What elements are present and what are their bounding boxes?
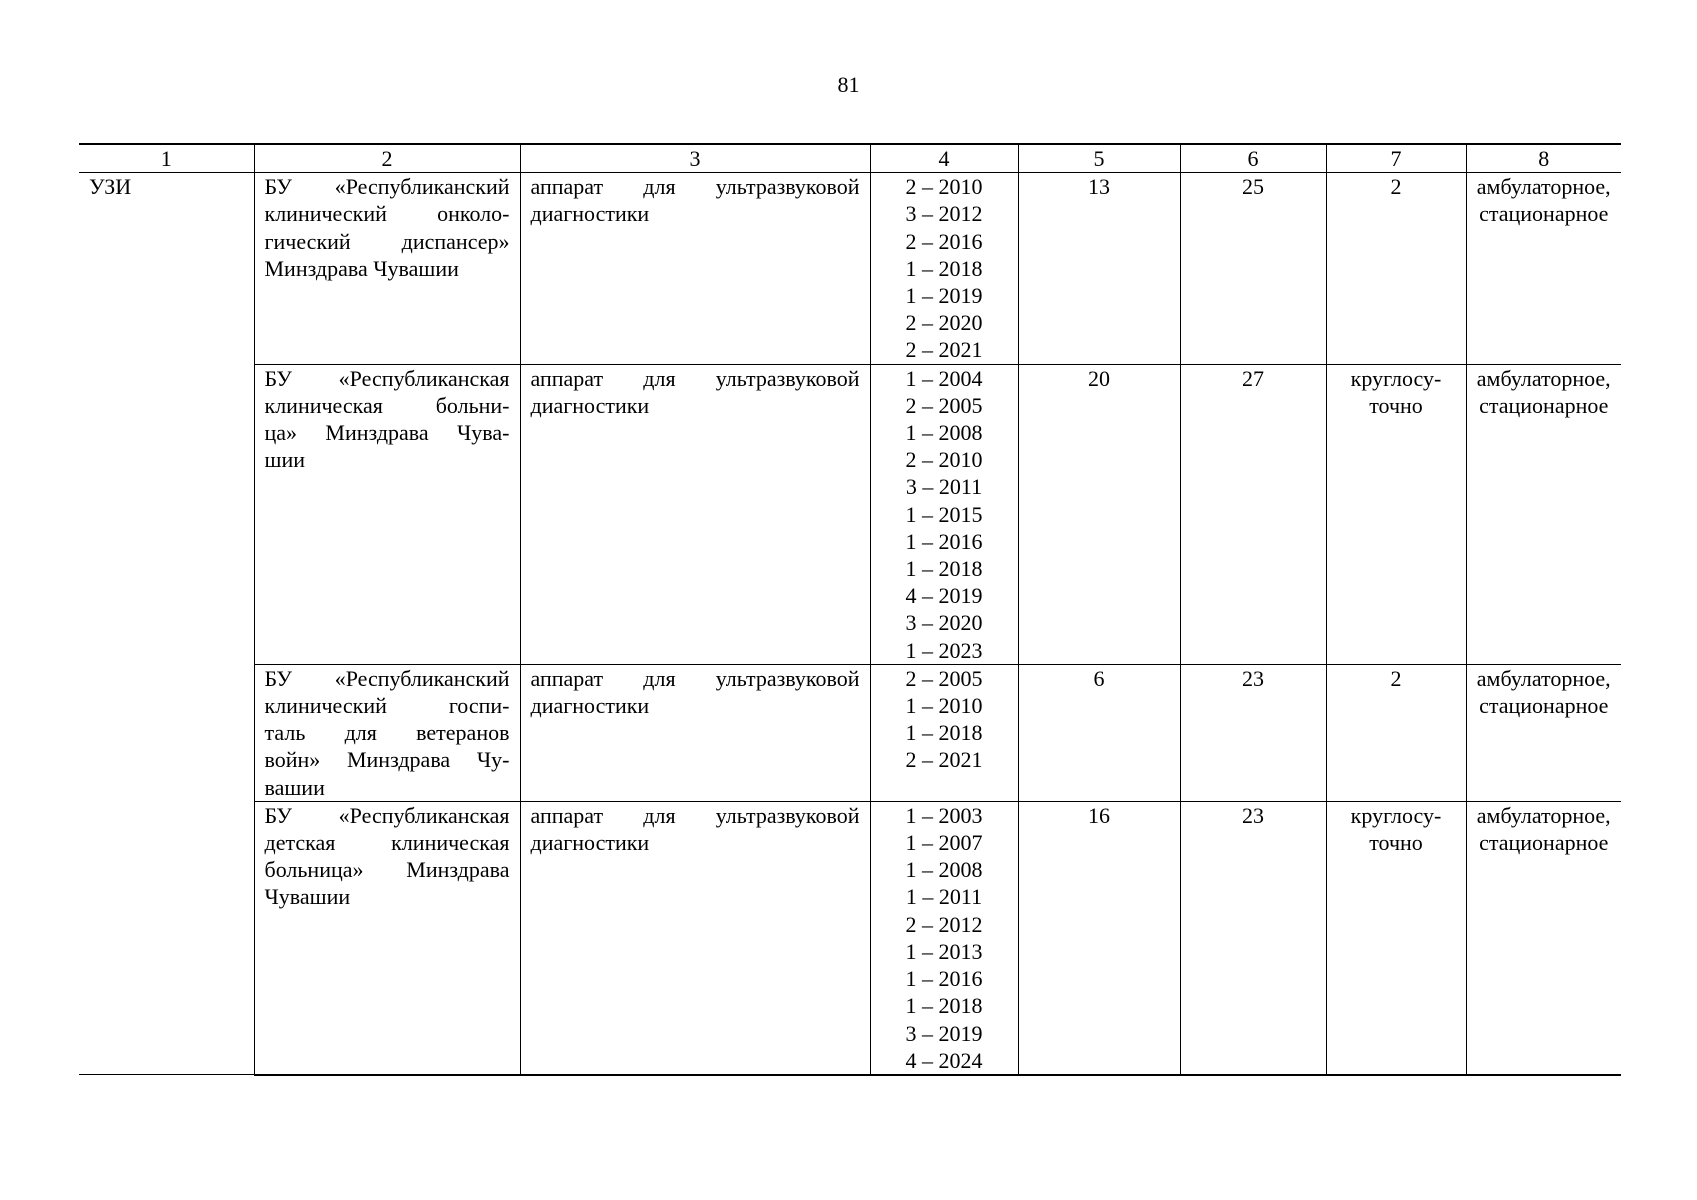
year-entry: 2 – 2020 [905,310,983,336]
year-entry: 1 – 2018 [905,255,983,281]
organization-line: БУ «Республиканский [264,665,510,691]
care-type-line: стационарное [1479,392,1609,418]
column-6-cell: 23 [1180,664,1326,801]
care-type-line: амбулаторное, [1476,174,1611,200]
year-entry: 2 – 2012 [905,911,983,937]
device-line: диагностики [530,201,650,227]
year-entry: 1 – 2018 [905,556,983,582]
column-header: 4 [870,144,1018,173]
organization-line: гический диспансер» [264,228,510,254]
table-row [79,801,1621,1075]
organization-cell [254,173,520,364]
device-line: диагностики [530,392,650,418]
year-entry: 4 – 2024 [905,1047,983,1073]
work-mode-line: круглосу- [1350,365,1442,391]
work-mode-line: круглосу- [1350,802,1442,828]
work-mode-cell [1326,664,1466,801]
organization-line: БУ «Республиканский [264,174,510,200]
column-header: 1 [79,144,254,173]
column-header: 2 [254,144,520,173]
work-mode-line: точно [1369,392,1423,418]
header-row [79,144,1621,173]
column-header: 5 [1018,144,1180,173]
year-entry: 3 – 2019 [905,1020,983,1046]
year-entry: 2 – 2016 [905,228,983,254]
table-row [79,173,1621,364]
organization-line: войн» Минздрава Чу- [264,747,510,773]
year-entry: 1 – 2018 [905,993,983,1019]
device-cell [520,364,870,664]
year-entry: 1 – 2023 [905,637,983,663]
column-6-cell: 27 [1180,364,1326,664]
year-entry: 2 – 2021 [905,337,983,363]
care-type-line: стационарное [1479,693,1609,719]
organization-line: БУ «Республиканская [264,802,510,828]
care-type-line: амбулаторное, [1476,365,1611,391]
year-entry: 1 – 2016 [905,528,983,554]
year-entry: 2 – 2010 [905,447,983,473]
year-entry: 3 – 2012 [905,201,983,227]
organization-line: Минздрава Чувашии [264,255,459,281]
column-6-cell: 23 [1180,801,1326,1075]
organization-line: Чувашии [264,884,351,910]
column-5-cell: 6 [1018,664,1180,801]
equipment-table [79,143,1621,1076]
years-cell [870,801,1018,1075]
year-entry: 1 – 2013 [905,938,983,964]
year-entry: 1 – 2003 [905,802,983,828]
year-entry: 4 – 2019 [905,583,983,609]
organization-cell [254,801,520,1075]
column-header: 7 [1326,144,1466,173]
years-cell [870,173,1018,364]
care-type-line: амбулаторное, [1476,665,1611,691]
table-row [79,364,1621,664]
work-mode-cell [1326,364,1466,664]
care-type-cell [1466,173,1621,364]
organization-line: БУ «Республиканская [264,365,510,391]
organization-cell [254,364,520,664]
column-6-cell: 25 [1180,173,1326,364]
organization-line: больница» Минздрава [264,857,510,883]
device-line: аппарат для ультразвуковой [530,365,860,391]
year-entry: 1 – 2004 [905,365,983,391]
device-line: диагностики [530,830,650,856]
care-type-line: стационарное [1479,830,1609,856]
organization-line: клинический онколо- [264,201,510,227]
year-entry: 1 – 2007 [905,830,983,856]
care-type-line: амбулаторное, [1476,802,1611,828]
column-5-cell: 16 [1018,801,1180,1075]
column-5-cell: 13 [1018,173,1180,364]
year-entry: 2 – 2005 [905,392,983,418]
year-entry: 2 – 2005 [905,665,983,691]
device-line: аппарат для ультразвуковой [530,174,860,200]
year-entry: 2 – 2010 [905,174,983,200]
device-cell [520,664,870,801]
table-row [79,664,1621,801]
device-cell [520,173,870,364]
year-entry: 1 – 2008 [905,857,983,883]
organization-line: ца» Минздрава Чува- [264,420,510,446]
organization-line: детская клиническая [264,830,510,856]
year-entry: 1 – 2011 [905,884,983,910]
care-type-line: стационарное [1479,201,1609,227]
year-entry: 1 – 2018 [905,720,983,746]
years-cell [870,364,1018,664]
device-line: диагностики [530,693,650,719]
organization-line: клинический госпи- [264,693,510,719]
year-entry: 1 – 2010 [905,693,983,719]
table-body [79,173,1621,1075]
work-mode-cell [1326,173,1466,364]
column-header: 6 [1180,144,1326,173]
organization-line: таль для ветеранов [264,720,510,746]
column-5-cell: 20 [1018,364,1180,664]
work-mode-line: 2 [1390,174,1402,200]
work-mode-line: точно [1369,830,1423,856]
page-number: 81 [837,72,860,97]
care-type-cell [1466,364,1621,664]
year-entry: 3 – 2011 [905,474,983,500]
work-mode-line: 2 [1390,665,1402,691]
device-line: аппарат для ультразвуковой [530,802,860,828]
year-entry: 1 – 2008 [905,420,983,446]
organization-line: клиническая больни- [264,392,510,418]
column-header: 3 [520,144,870,173]
years-cell [870,664,1018,801]
organization-line: шии [264,447,305,473]
year-entry: 1 – 2016 [905,966,983,992]
device-line: аппарат для ультразвуковой [530,665,860,691]
section-cell: УЗИ [79,173,254,1075]
year-entry: 3 – 2020 [905,610,983,636]
device-cell [520,801,870,1075]
year-entry: 1 – 2015 [905,501,983,527]
organization-line: вашии [264,774,325,800]
organization-cell [254,664,520,801]
care-type-cell [1466,664,1621,801]
care-type-cell [1466,801,1621,1075]
year-entry: 2 – 2021 [905,747,983,773]
column-header: 8 [1466,144,1621,173]
work-mode-cell [1326,801,1466,1075]
year-entry: 1 – 2019 [905,283,983,309]
